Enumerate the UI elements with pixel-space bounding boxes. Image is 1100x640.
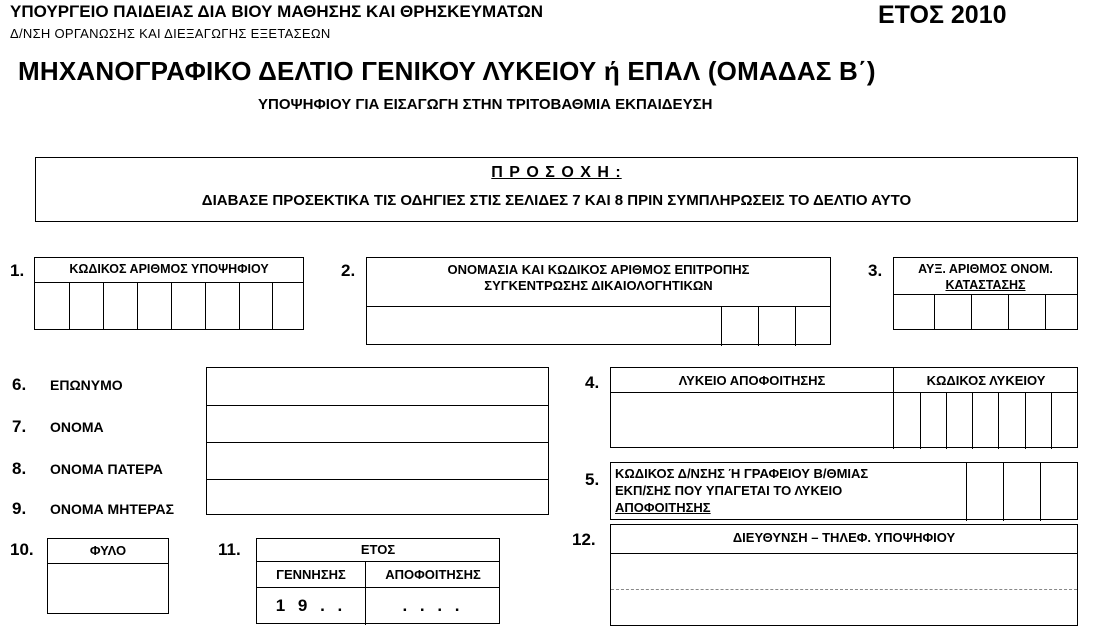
name-fields-box: [206, 367, 549, 515]
form-subtitle: ΥΠΟΨΗΦΙΟΥ ΓΙΑ ΕΙΣΑΓΩΓΗ ΣΤΗΝ ΤΡΙΤΟΒΑΘΜΙΑ ΕΚΠΑΙΔΕΥΣΗ: [258, 96, 713, 113]
notice-text: ΔΙΑΒΑΣΕ ΠΡΟΣΕΚΤΙΚΑ ΤΙΣ ΟΔΗΓΙΕΣ ΣΤΙΣ ΣΕΛΙΔΕΣ 7 ΚΑΙ 8 ΠΡΙΝ ΣΥΜΠΛΗΡΩΣΕΙΣ ΤΟ ΔΕΛΤΙΟ ΑΥΤΟ: [201, 192, 912, 209]
committee-label-line1: ΟΝΟΜΑΣΙΑ ΚΑΙ ΚΩΔΙΚΟΣ ΑΡΙΘΜΟΣ ΕΠΙΤΡΟΠΗΣ: [447, 262, 750, 277]
directorate-label-line2: ΕΚΠ/ΣΗΣ ΠΟΥ ΥΠΑΓΕΤΑΙ ΤΟ ΛΥΚΕΙΟ: [615, 483, 843, 498]
catalog-label-line1: ΑΥΞ. ΑΡΙΘΜΟΣ ΟΝΟΜ.: [918, 262, 1053, 276]
field-12-number: 12.: [572, 530, 596, 549]
field-10-number: 10.: [10, 540, 34, 559]
address-phone-label: ΔΙΕΥΘΥΝΣΗ – ΤΗΛΕΦ. ΥΠΟΨΗΦΙΟΥ: [732, 530, 956, 545]
first-name-label: ΟΝΟΜΑ: [50, 419, 104, 435]
school-label: ΛΥΚΕΙΟ ΑΠΟΦΟΙΤΗΣΗΣ: [678, 373, 826, 388]
field-7-number: 7.: [12, 417, 27, 436]
field-6-number: 6.: [12, 375, 27, 394]
directorate-code-field[interactable]: [610, 462, 1078, 520]
father-name-label: ΟΝΟΜΑ ΠΑΤΕΡΑ: [50, 461, 163, 477]
candidate-code-label: ΚΩΔΙΚΟΣ ΑΡΙΘΜΟΣ ΥΠΟΨΗΦΙΟΥ: [69, 262, 269, 276]
committee-label-line2: ΣΥΓΚΕΝΤΡΩΣΗΣ ΔΙΚΑΙΟΛΟΓΗΤΙΚΩΝ: [484, 278, 713, 293]
field-4-number: 4.: [585, 373, 600, 392]
address-phone-field[interactable]: [610, 524, 1078, 626]
year-label: ΕΤΟΣ 2010: [878, 1, 1007, 29]
year-header-label: ΕΤΟΣ: [360, 542, 396, 557]
graduation-year-input[interactable]: . . . .: [402, 596, 464, 615]
field-11-number: 11.: [218, 540, 241, 559]
field-8-number: 8.: [12, 459, 27, 478]
field-5-number: 5.: [585, 470, 600, 489]
graduation-year-label: ΑΠΟΦΟΙΤΗΣΗΣ: [385, 567, 481, 582]
ministry-title: ΥΠΟΥΡΓΕΙΟ ΠΑΙΔΕΙΑΣ ΔΙΑ ΒΙΟΥ ΜΑΘΗΣΗΣ ΚΑΙ ΘΡΗΣΚΕΥΜΑΤΩΝ: [10, 2, 544, 21]
gender-label: ΦΥΛΟ: [89, 543, 127, 558]
notice-box: [35, 157, 1078, 222]
first-name-input[interactable]: [207, 405, 548, 442]
committee-field[interactable]: [366, 257, 831, 345]
birth-year-input[interactable]: 1 9 . .: [275, 596, 347, 615]
school-field[interactable]: [610, 367, 1078, 448]
catalog-label-line2: ΚΑΤΑΣΤΑΣΗΣ: [945, 278, 1026, 292]
catalog-number-field[interactable]: [893, 257, 1078, 330]
directorate-label-line3: ΑΠΟΦΟΙΤΗΣΗΣ: [615, 500, 711, 515]
father-name-input[interactable]: [207, 442, 548, 479]
surname-label: ΕΠΩΝΥΜΟ: [50, 377, 123, 393]
candidate-code-field[interactable]: [34, 257, 304, 330]
directorate-label-line1: ΚΩΔΙΚΟΣ Δ/ΝΣΗΣ Ή ΓΡΑΦΕΙΟΥ Β/ΘΜΙΑΣ: [615, 466, 869, 481]
surname-input[interactable]: [207, 368, 548, 405]
birth-year-label: ΓΕΝΝΗΣΗΣ: [276, 567, 346, 582]
mother-name-input[interactable]: [207, 479, 548, 515]
department-title: Δ/ΝΣΗ ΟΡΓΑΝΩΣΗΣ ΚΑΙ ΔΙΕΞΑΓΩΓΗΣ ΕΞΕΤΑΣΕΩΝ: [10, 26, 331, 41]
field-3-number: 3.: [868, 261, 883, 280]
notice-heading: Π Ρ Ο Σ Ο Χ Η :: [491, 164, 622, 181]
school-code-label: ΚΩΔΙΚΟΣ ΛΥΚΕΙΟΥ: [926, 373, 1046, 388]
field-1-number: 1.: [10, 261, 25, 280]
form-title: ΜΗΧΑΝΟΓΡΑΦΙΚΟ ΔΕΛΤΙΟ ΓΕΝΙΚΟΥ ΛΥΚΕΙΟΥ ή ΕΠΑΛ (ΟΜΑΔΑΣ Β΄): [18, 56, 876, 86]
year-field: [256, 538, 500, 624]
field-2-number: 2.: [341, 261, 356, 280]
field-9-number: 9.: [12, 499, 27, 518]
mother-name-label: ΟΝΟΜΑ ΜΗΤΕΡΑΣ: [50, 501, 175, 517]
gender-field[interactable]: [47, 538, 169, 614]
